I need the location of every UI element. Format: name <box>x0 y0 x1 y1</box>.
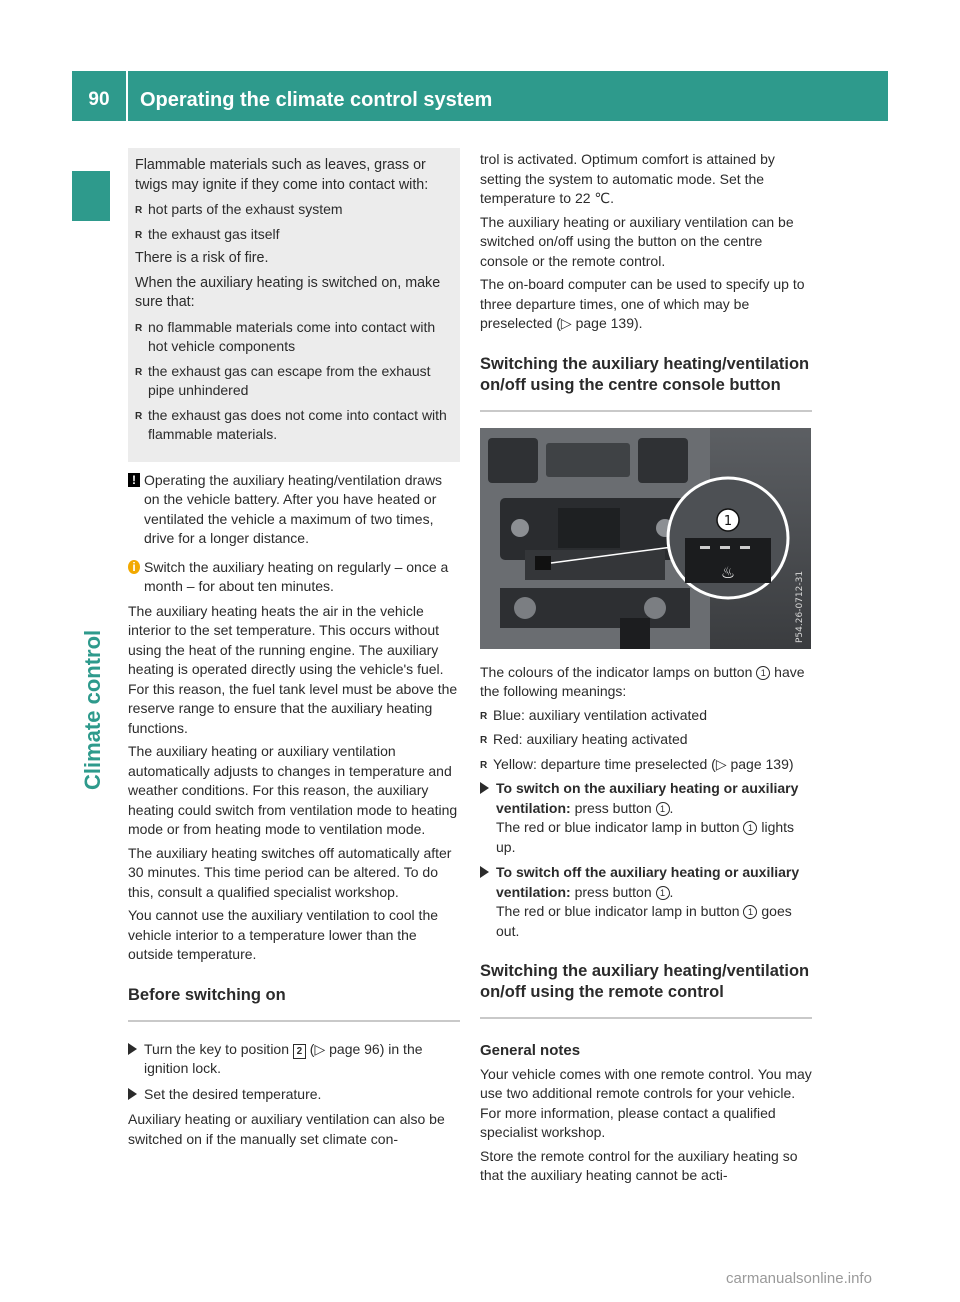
header-divider <box>126 71 128 121</box>
photo-code: P54.26-0712-31 <box>795 570 805 643</box>
warning-risk: There is a risk of fire. <box>135 250 269 266</box>
colour-item[interactable]: R Yellow: departure time preselected (▷ page 139) <box>480 755 812 775</box>
warning-item: R hot parts of the exhaust system <box>135 200 454 220</box>
note-warning-text: Operating the auxiliary heating/ventilation draws on the vehicle battery. After you have heated or ventilated the vehicle a maximum of two times, drive for a longer distance. <box>144 471 443 546</box>
callout-1: 1 <box>656 802 670 816</box>
paragraph: Auxiliary heating or auxiliary ventilation can also be switched on if the manually set climate con- <box>128 1111 445 1147</box>
step-text[interactable]: (▷ page 96) in the ignition lock. <box>144 1040 423 1076</box>
paragraph: Store the remote control for the auxiliary heating so that the auxiliary heating cannot be acti- <box>480 1147 798 1183</box>
note-info-text: Switch the auxiliary heating on regularly – once a month – for about ten minutes. <box>144 558 449 594</box>
svg-text:♨: ♨ <box>720 562 736 582</box>
right-column <box>480 150 812 1190</box>
warning-item: R no flammable materials come into contact with hot vehicle components <box>135 318 454 357</box>
warning-item: R the exhaust gas does not come into contact with flammable materials. <box>135 406 454 445</box>
note-warning <box>128 471 460 549</box>
callout-1: 1 <box>656 886 670 900</box>
watermark: carmanualsonline.info <box>726 1270 872 1287</box>
subheading-general-notes: General notes <box>480 1042 581 1059</box>
paragraph[interactable]: The on-board computer can be used to specify up to three departure times, one of which may be preselected (▷ page 139). <box>480 276 805 331</box>
section-heading-before: Before switching on <box>128 985 460 1022</box>
warning-item: R the exhaust gas can escape from the exhaust pipe unhindered <box>135 362 454 401</box>
paragraph: trol is activated. Optimum comfort is attained by setting the system to automatic mode. Set the temperature to 22 ℃. <box>480 151 775 206</box>
note-info <box>128 558 460 597</box>
warning-when: When the auxiliary heating is switched on, make sure that: <box>135 274 441 310</box>
step-arrow-icon <box>480 866 489 878</box>
step-arrow-icon <box>480 782 489 794</box>
warning-box <box>128 148 460 462</box>
key-position-badge: 2 <box>293 1044 306 1059</box>
step-text: Set the desired temperature. <box>144 1085 322 1102</box>
callout-1: 1 <box>743 821 757 835</box>
page-number: 90 <box>88 89 110 110</box>
paragraph: The auxiliary heating or auxiliary ventilation automatically adjusts to changes in temperature and weather conditions. For this reason, the auxiliary heating could switch from ventilation mode to heating mode or from heating mode to ventilation mode. <box>128 743 458 837</box>
paragraph: The auxiliary heating or auxiliary ventilation can be switched on/off using the button on the centre console or the remote control. <box>480 213 794 269</box>
photo-callout-label: 1 <box>723 513 733 529</box>
warning-intro: Flammable materials such as leaves, grass or twigs may ignite if they come into contact with: <box>135 157 429 193</box>
left-column <box>128 150 460 1153</box>
side-tab-block <box>72 171 110 221</box>
info-icon: i <box>128 560 140 574</box>
paragraph: The auxiliary heating switches off automatically after 30 minutes. This time period can be altered. To do this, consult a qualified specialist workshop. <box>128 844 452 900</box>
step-arrow-icon <box>128 1088 137 1100</box>
paragraph: You cannot use the auxiliary ventilation to cool the vehicle interior to a temperature lower than the outside temperature. <box>128 907 439 962</box>
colours-intro: The colours of the indicator lamps on button 1 have the following meanings: <box>480 663 805 699</box>
section-heading-console: Switching the auxiliary heating/ventilation on/off using the centre console button <box>480 354 812 412</box>
step-switch-off: To switch off the auxiliary heating or auxiliary ventilation: press button 1 . The red or blue indicator lamp in button 1 goes out. <box>480 863 812 941</box>
step-switch-on: To switch on the auxiliary heating or auxiliary ventilation: press button 1 . The red or blue indicator lamp in button 1 lights up. <box>480 779 812 857</box>
step-text: Turn the key to position <box>144 1040 290 1057</box>
console-illustration <box>480 428 811 649</box>
paragraph: The auxiliary heating heats the air in the vehicle interior to the set temperature. This occurs without using the heat of the running engine. The auxiliary heating is operated directly using the vehicle's fuel. For this reason, the fuel tank level must be above the reserve range to ensure that the auxiliary heating functions. <box>128 602 458 736</box>
centre-console-photo <box>480 428 811 649</box>
callout-1: 1 <box>756 666 770 680</box>
colour-item: R Blue: auxiliary ventilation activated <box>480 706 812 726</box>
section-heading-remote: Switching the auxiliary heating/ventilation on/off using the remote control <box>480 961 812 1019</box>
paragraph: Your vehicle comes with one remote control. You may use two additional remote controls for your vehicle. For more information, please contact a qualified specialist workshop. <box>480 1065 812 1140</box>
exclamation-icon: ! <box>128 473 140 487</box>
side-tab-label: Climate control <box>80 630 105 791</box>
step-arrow-icon <box>128 1043 137 1055</box>
colour-item: R Red: auxiliary heating activated <box>480 730 812 750</box>
callout-1: 1 <box>743 905 757 919</box>
step-turn-key <box>128 1040 460 1079</box>
page-title: Operating the climate control system <box>140 89 493 111</box>
step-set-temperature <box>128 1085 460 1105</box>
warning-item: R the exhaust gas itself <box>135 225 454 245</box>
